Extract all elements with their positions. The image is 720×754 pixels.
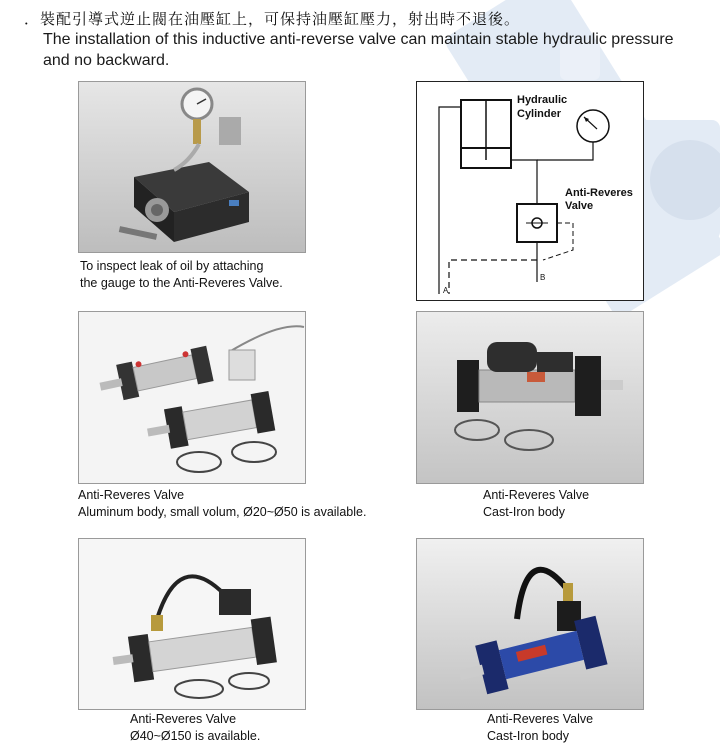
- cylinder-label-line1: Hydraulic: [517, 94, 568, 106]
- port-b-label: B: [540, 273, 546, 282]
- photo-cast-iron-body-1: [416, 311, 644, 484]
- caption-photo3: Anti-Reveres Valve Cast-Iron body: [483, 488, 590, 519]
- caption-photo1: To inspect leak of oil by attaching the gauge to the Anti-Reveres Valve.: [80, 259, 283, 290]
- photo-cast-iron-body-2: [416, 538, 644, 710]
- caption-photo5: Anti-Reveres Valve Cast-Iron body: [487, 712, 594, 743]
- valve-label-line1: Anti-Reveres: [565, 187, 633, 199]
- intro-text: [24, 8, 703, 71]
- caption-photo4: Anti-Reveres Valve Ø40~Ø150 is available.: [130, 712, 261, 743]
- valve-label-line2: Valve: [565, 200, 594, 212]
- port-a-label: A: [443, 286, 449, 295]
- english-description: The installation of this inductive anti-reverse valve can maintain stable hydraulic pressure and no backward.: [43, 31, 674, 69]
- photo-gauge-test: [78, 81, 306, 253]
- hydraulic-circuit-diagram: [416, 81, 644, 301]
- chinese-description: ．裝配引導式逆止閥在油壓缸上，可保持油壓缸壓力，射出時不退後。: [24, 10, 521, 28]
- photo-large-bore: [78, 538, 306, 710]
- caption-photo2: Anti-Reveres Valve Aluminum body, small volum, Ø20~Ø50 is available.: [78, 488, 367, 519]
- cylinder-label-line2: Cylinder: [517, 108, 562, 120]
- photo-aluminum-body: [78, 311, 306, 484]
